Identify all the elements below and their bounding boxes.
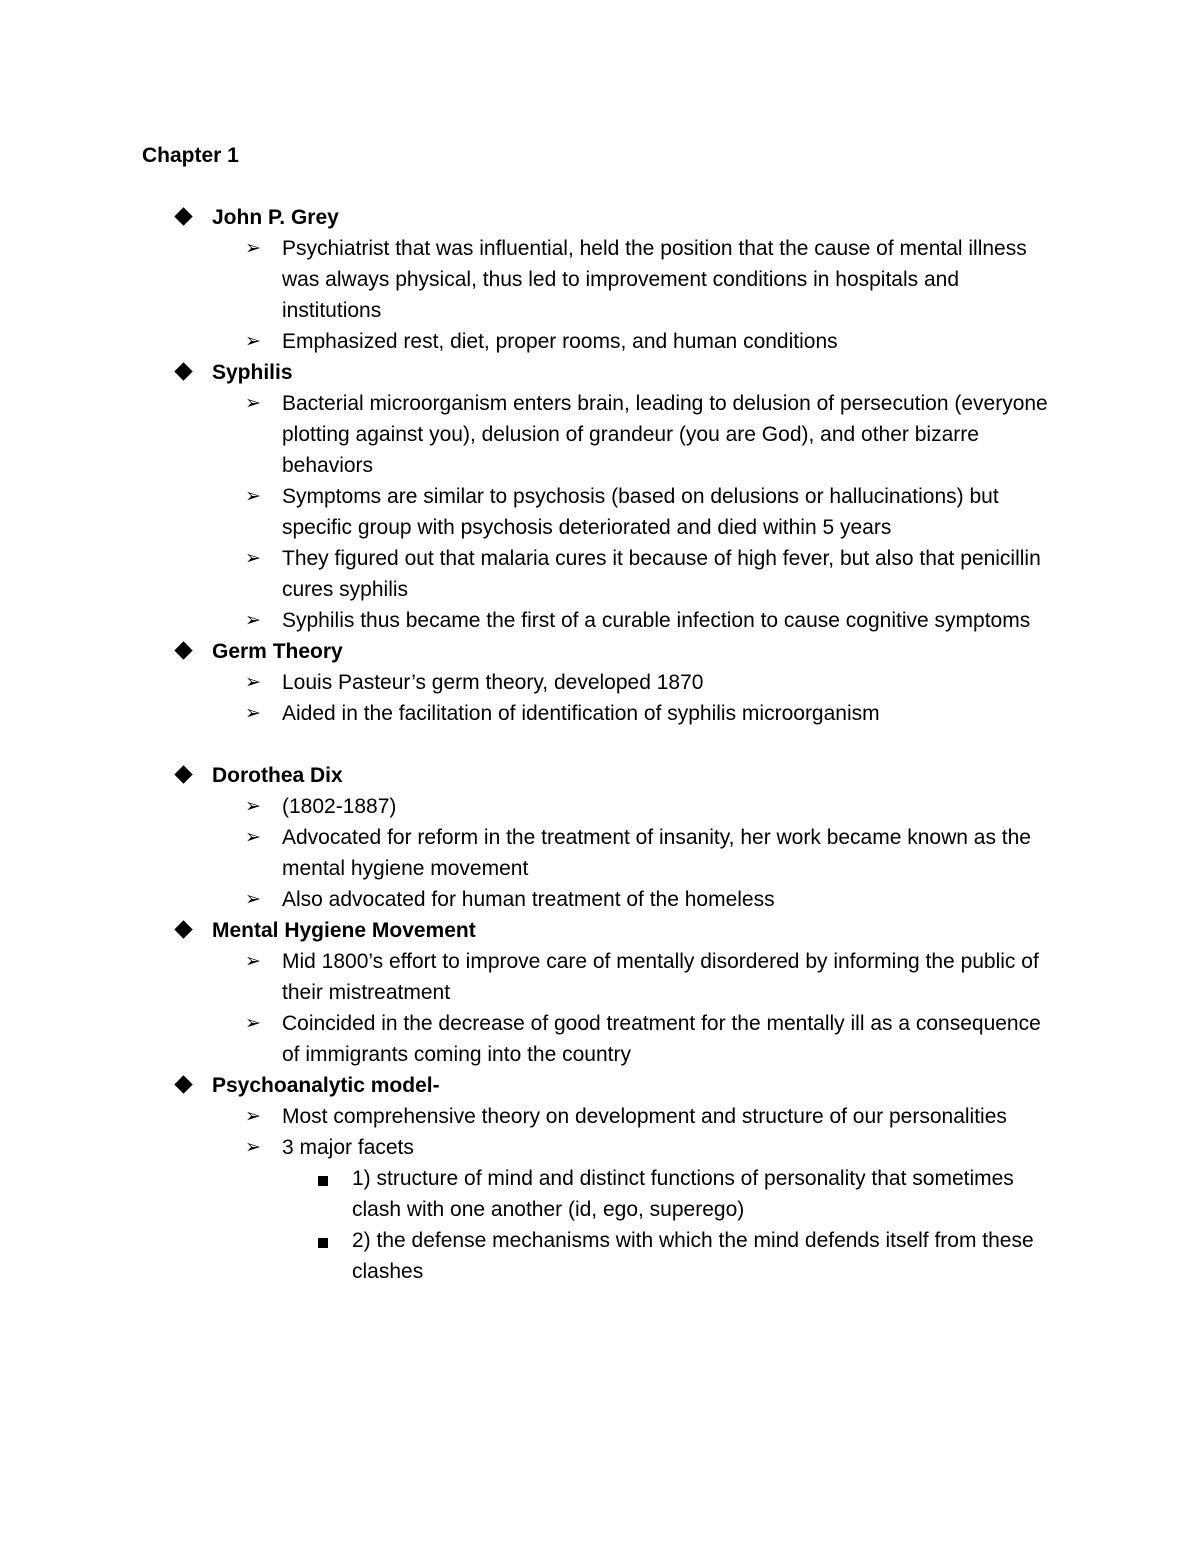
list-item: [142, 667, 1062, 698]
list-item: [142, 791, 1062, 822]
list-item: [142, 822, 1062, 884]
heading-text: Dorothea Dix: [212, 764, 343, 787]
list-item-text: Louis Pasteur’s germ theory, developed 1870: [282, 671, 704, 694]
list-item-text: Emphasized rest, diet, proper rooms, and human conditions: [282, 330, 838, 353]
heading-text: Germ Theory: [212, 640, 343, 663]
list-item: [142, 233, 1062, 326]
arrow-bullet-icon: ➢: [245, 548, 261, 569]
list-item-text: Aided in the facilitation of identification of syphilis microorganism: [282, 702, 880, 725]
sub-list-item-text: 1) structure of mind and distinct functions of personality that sometimes clash with one another (id, ego, superego): [352, 1167, 1014, 1221]
list-item: [142, 698, 1062, 729]
list-item-text: Coincided in the decrease of good treatment for the mentally ill as a consequence of immigrants coming into the country: [282, 1012, 1041, 1066]
section-mental-hygiene-movement: [142, 915, 1062, 1070]
chapter-title: Chapter 1: [142, 144, 239, 167]
arrow-bullet-icon: ➢: [245, 486, 261, 507]
list-item: [142, 605, 1062, 636]
section-heading: [142, 915, 1062, 946]
arrow-bullet-icon: ➢: [245, 827, 261, 848]
section-john-p-grey: [142, 202, 1062, 357]
section-heading: [142, 202, 1062, 233]
list-item-text: (1802-1887): [282, 795, 397, 818]
heading-text: Mental Hygiene Movement: [212, 919, 476, 942]
square-bullet-icon: [318, 1176, 328, 1186]
list-item: [142, 1008, 1062, 1070]
section-dorothea-dix: [142, 760, 1062, 915]
sub-list-item: [142, 1163, 1062, 1225]
arrow-bullet-icon: ➢: [245, 331, 261, 352]
section-heading: [142, 1070, 1062, 1101]
arrow-bullet-icon: ➢: [245, 610, 261, 631]
list-item: [142, 1101, 1062, 1132]
section-heading: [142, 636, 1062, 667]
heading-text: John P. Grey: [212, 206, 339, 229]
sub-list-item: [142, 1225, 1062, 1287]
diamond-bullet-icon: [174, 362, 192, 380]
list-item-text: Syphilis thus became the first of a curable infection to cause cognitive symptoms: [282, 609, 1031, 632]
diamond-bullet-icon: [174, 641, 192, 659]
list-item: [142, 1132, 1062, 1163]
list-item-text: Also advocated for human treatment of the homeless: [282, 888, 775, 911]
arrow-bullet-icon: ➢: [245, 1106, 261, 1127]
list-item: [142, 326, 1062, 357]
list-item: [142, 946, 1062, 1008]
section-germ-theory: [142, 636, 1062, 729]
list-item: [142, 884, 1062, 915]
section-heading: [142, 357, 1062, 388]
arrow-bullet-icon: ➢: [245, 393, 261, 414]
heading-text: Syphilis: [212, 361, 293, 384]
heading-text: Psychoanalytic model-: [212, 1074, 440, 1097]
diamond-bullet-icon: [174, 1075, 192, 1093]
list-item: [142, 388, 1062, 481]
square-bullet-icon: [318, 1238, 328, 1248]
list-item-text: Advocated for reform in the treatment of insanity, her work became known as the mental hygiene movement: [282, 826, 1031, 880]
document-page: [142, 140, 1062, 1287]
section-heading: [142, 760, 1062, 791]
arrow-bullet-icon: ➢: [245, 672, 261, 693]
list-item-text: Most comprehensive theory on development and structure of our personalities: [282, 1105, 1007, 1128]
sub-list-item-text: 2) the defense mechanisms with which the mind defends itself from these clashes: [352, 1229, 1034, 1283]
list-item: [142, 543, 1062, 605]
list-item: [142, 481, 1062, 543]
list-item-text: 3 major facets: [282, 1136, 414, 1159]
arrow-bullet-icon: ➢: [245, 951, 261, 972]
list-item-text: Symptoms are similar to psychosis (based on delusions or hallucinations) but specific group with psychosis deteriorated and died within 5 years: [282, 485, 999, 539]
arrow-bullet-icon: ➢: [245, 796, 261, 817]
diamond-bullet-icon: [174, 207, 192, 225]
arrow-bullet-icon: ➢: [245, 703, 261, 724]
arrow-bullet-icon: ➢: [245, 1137, 261, 1158]
list-item-text: Psychiatrist that was influential, held the position that the cause of mental illness was always physical, thus led to improvement conditions in hospitals and institutions: [282, 237, 1027, 322]
diamond-bullet-icon: [174, 765, 192, 783]
diamond-bullet-icon: [174, 920, 192, 938]
list-item-text: Bacterial microorganism enters brain, leading to delusion of persecution (everyone plotting against you), delusion of grandeur (you are God), and other bizarre behaviors: [282, 392, 1048, 477]
arrow-bullet-icon: ➢: [245, 238, 261, 259]
arrow-bullet-icon: ➢: [245, 1013, 261, 1034]
section-syphilis: [142, 357, 1062, 636]
arrow-bullet-icon: ➢: [245, 889, 261, 910]
list-item-text: They figured out that malaria cures it because of high fever, but also that penicillin cures syphilis: [282, 547, 1041, 601]
section-psychoanalytic-model: [142, 1070, 1062, 1287]
list-item-text: Mid 1800’s effort to improve care of mentally disordered by informing the public of their mistreatment: [282, 950, 1039, 1004]
